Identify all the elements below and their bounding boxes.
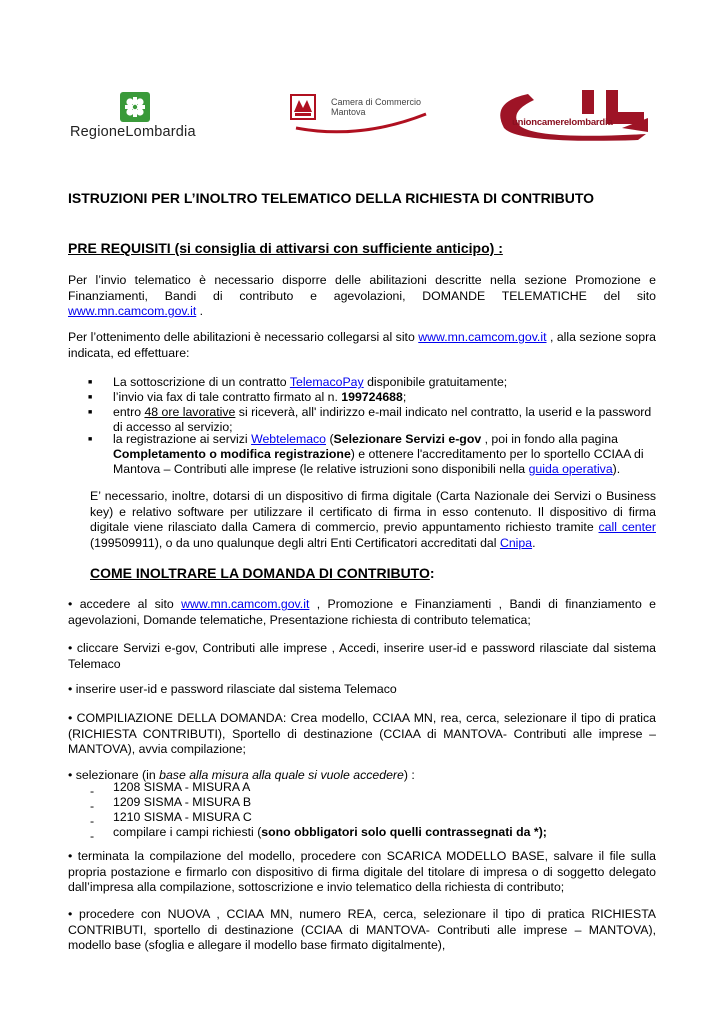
step-click-services: • cliccare Servizi e-gov, Contributi alle imprese , Accedi, inserire user-id e password rilasciate dal sistema Telemaco xyxy=(68,641,656,671)
step-select-measure: • selezionare (in base alla misura alla quale si vuole accedere) : xyxy=(68,768,415,782)
list-item-continuation: Mantova – Contributi alle imprese (le relative istruzioni sono disponibili nella guida operativa). xyxy=(113,462,621,476)
measure-option: 1210 SISMA - MISURA C xyxy=(113,810,252,824)
prereq-paragraph-2: Per l’ottenimento delle abilitazioni è necessario collegarsi al sito www.mn.camcom.gov.it , alla sezione sopra indicata, ed effettuare: xyxy=(68,330,656,360)
list-item: La sottoscrizione di un contratto TelemacoPay disponibile gratuitamente; xyxy=(113,375,508,389)
bullet-square-icon: ■ xyxy=(88,409,93,416)
dash-marker: - xyxy=(90,814,95,828)
step-access-site: • accedere al sito www.mn.camcom.gov.it , Promozione e Finanziamenti , Bandi di finanziamento e agevolazioni, Domande telematiche, Presentazione richiesta di contributo telematica; xyxy=(68,597,656,627)
dash-marker: - xyxy=(90,799,95,813)
step-new-submission: • procedere con NUOVA , CCIAA MN, numero REA, cerca, selezionare il tipo di pratica RICHIESTA CONTRIBUTI, sportello di destinazione (CCIAA di MANTOVA- Contributi alle imprese – MANTOVA), modello base (sfoglia e allegare il modello base firmato digitalmente), xyxy=(68,907,656,952)
dash-marker: - xyxy=(90,829,95,843)
camcom-site-link-3[interactable]: www.mn.camcom.gov.it xyxy=(181,597,310,611)
camera-commercio-logo xyxy=(290,92,430,142)
list-item: la registrazione ai servizi Webtelemaco (Selezionare Servizi e-gov , poi in fondo alla pagina xyxy=(113,432,618,446)
regione-lombardia-logo xyxy=(68,92,203,144)
dash-marker: - xyxy=(90,784,95,798)
telemacopay-link[interactable]: TelemacoPay xyxy=(289,375,364,389)
step-compilation: • COMPILIAZIONE DELLA DOMANDA: Crea modello, CCIAA MN, rea, cerca, selezionare il tipo di pratica (RICHIESTA CONTRIBUTI), Sportello di destinazione (CCIAA di MANTOVA- Contributi alle imprese – MANTOVA), avvia compilazione; xyxy=(68,711,657,756)
document-title: ISTRUZIONI PER L’INOLTRO TELEMATICO DELLA RICHIESTA DI CONTRIBUTO xyxy=(68,190,595,206)
camcom-site-link-2[interactable]: www.mn.camcom.gov.it xyxy=(418,330,547,344)
step-download-model: • terminata la compilazione del modello, procedere con SCARICA MODELLO BASE, salvare il file sulla propria postazione e firmarlo con dispositivo di firma digitale del titolare di impresa o di soggetto delegato dall’impresa alla compilazione, sottoscrizione e invio telematico della richiesta di contributo; xyxy=(68,849,656,894)
firma-digitale-paragraph: E’ necessario, inoltre, dotarsi di un dispositivo di firma digitale (Carta Nazionale dei Servizi o Business key) e relativo software per utilizzare il certificato di firma in esso contenuto. Il dispositivo di firma digitale viene rilasciato dalla Camera di commercio, previo appuntamento richiesto tramite call center (199509911), o da uno qualunque degli altri Enti Certificatori accreditati dal Cnipa. xyxy=(90,489,656,550)
camera-commercio-crest-icon xyxy=(290,94,316,120)
measure-option: compilare i campi richiesti (sono obbligatori solo quelli contrassegnati da *); xyxy=(113,825,547,839)
camcom-site-link-1[interactable]: www.mn.camcom.gov.it xyxy=(68,304,197,318)
how-to-heading: COME INOLTRARE LA DOMANDA DI CONTRIBUTO: xyxy=(90,565,435,581)
unioncamere-wordmark: unioncamerelombardia xyxy=(512,117,613,128)
list-item: l’invio via fax di tale contratto firmato al n. 199724688; xyxy=(113,390,407,404)
list-item-continuation: Completamento o modifica registrazione) e ottenere l'accreditamento per lo sportello CCIAA di xyxy=(113,447,644,461)
measure-option: 1209 SISMA - MISURA B xyxy=(113,795,252,809)
unioncamere-swoosh-icon xyxy=(498,88,650,144)
step-insert-credentials: • inserire user-id e password rilasciate dal sistema Telemaco xyxy=(68,682,397,696)
prereq-paragraph-1: Per l’invio telematico è necessario disporre delle abilitazioni descritte nella sezione Promozione e Finanziamenti, Bandi di contributo e agevolazioni, DOMANDE TELEMATICHE del sito www.mn.camcom.gov.it . xyxy=(68,273,656,318)
bullet-square-icon: ■ xyxy=(88,394,93,401)
call-center-link[interactable]: call center xyxy=(598,520,656,534)
measure-option: 1208 SISMA - MISURA A xyxy=(113,780,251,794)
unioncamere-logo xyxy=(498,88,650,144)
bullet-square-icon: ■ xyxy=(88,379,93,386)
camera-commercio-name: Camera di Commercio Mantova xyxy=(331,97,422,117)
cnipa-link[interactable]: Cnipa xyxy=(499,535,533,550)
list-item: entro 48 ore lavorative si riceverà, all' indirizzo e-mail indicato nel contratto, la userid e la password xyxy=(113,405,652,419)
regione-lombardia-wordmark: RegioneLombardia xyxy=(70,124,196,140)
guida-operativa-link[interactable]: guida operativa xyxy=(528,462,613,476)
list-item-continuation: di accesso al servizio; xyxy=(113,420,233,434)
regione-lombardia-emblem-icon xyxy=(120,92,150,122)
bullet-square-icon: ■ xyxy=(88,436,93,443)
webtelemaco-link[interactable]: Webtelemaco xyxy=(251,432,327,446)
prerequisites-heading: PRE REQUISITI (si consiglia di attivarsi con sufficiente anticipo) : xyxy=(68,240,503,256)
